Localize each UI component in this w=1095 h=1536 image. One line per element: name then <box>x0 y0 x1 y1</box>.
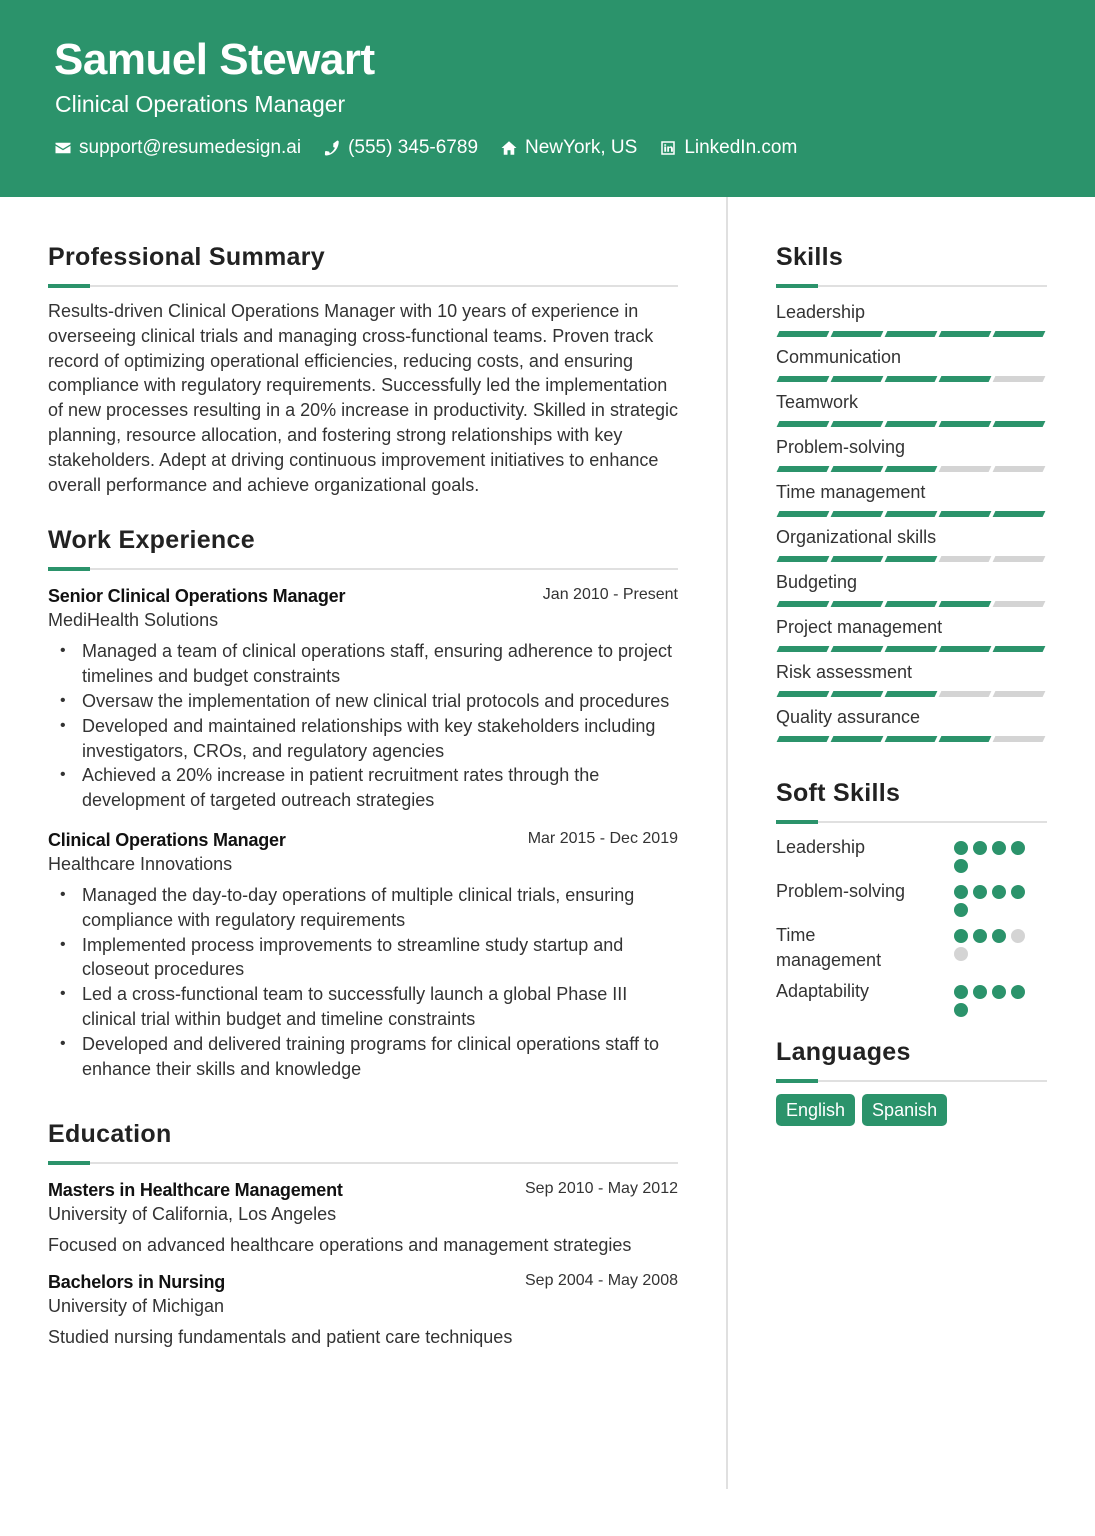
contact-bar <box>54 135 819 161</box>
soft-skill-item <box>776 835 1047 873</box>
rating-dot <box>992 929 1006 943</box>
skill-level-segment <box>831 511 884 517</box>
soft-skill-label: Time management <box>776 925 882 970</box>
skill-level-segment <box>939 601 992 607</box>
bullet-item: • Achieved a 20% increase in patient recruitment rates through the development of targeted outreach strategies <box>48 763 678 813</box>
contact-linkedin-text: LinkedIn.com <box>684 137 798 158</box>
soft-skill-rating <box>954 835 1034 873</box>
rating-dot <box>954 929 968 943</box>
rating-dot <box>954 1003 968 1017</box>
soft-skill-label: Adaptability <box>776 981 870 1001</box>
section-heading: Professional Summary <box>48 243 325 271</box>
skill-label: Project management <box>776 617 943 637</box>
contact-email-text: support@resumedesign.ai <box>79 137 302 158</box>
skill-label: Organizational skills <box>776 527 937 547</box>
skill-level-segment <box>831 736 884 742</box>
school-name: University of Michigan <box>48 1296 225 1317</box>
job-bullets <box>48 883 678 1081</box>
skill-level-segment <box>993 466 1046 472</box>
skill-level-segment <box>777 736 830 742</box>
skill-item <box>776 570 1047 607</box>
rating-dot <box>1011 841 1025 855</box>
linkedin-icon <box>659 139 677 157</box>
skill-level-segment <box>885 376 938 382</box>
degree-title: Masters in Healthcare Management <box>48 1180 343 1201</box>
summary-text: Results-driven Clinical Operations Manager with 10 years of experience in overseeing clinical trials and managing cross-functional teams. Proven track record of optimizing operational efficiencies, reducing costs, and ensuring compliance with regulatory requirements. Successfully led the implementation of new processes resulting in a 20% increase in productivity. Skilled in strategic planning, resource allocation, and fostering strong relationships with key stakeholders. Adept at driving continuous improvement initiatives to enhance overall performance and achieve organizational goals. <box>48 301 678 495</box>
skill-level-segment <box>993 601 1046 607</box>
skill-level-segment <box>939 511 992 517</box>
skill-level-segment <box>831 466 884 472</box>
contact-email[interactable] <box>54 135 301 161</box>
phone-icon <box>323 139 341 157</box>
skills-list <box>776 300 1047 742</box>
job-entry <box>48 584 678 813</box>
skill-level-bar <box>776 376 1047 382</box>
resume-header <box>0 0 1095 197</box>
contact-linkedin[interactable] <box>659 135 797 161</box>
section-heading: Education <box>48 1120 172 1149</box>
skill-label: Teamwork <box>776 392 859 412</box>
skill-level-segment <box>885 511 938 517</box>
summary-section <box>48 240 678 497</box>
section-heading: Languages <box>776 1038 911 1066</box>
skill-level-segment <box>939 466 992 472</box>
skill-label: Problem-solving <box>776 437 906 457</box>
section-rule <box>48 567 678 570</box>
bullet-item: • Developed and delivered training programs for clinical operations staff to enhance their skills and knowledge <box>48 1032 678 1082</box>
soft-skill-rating <box>954 879 1034 917</box>
school-name: University of California, Los Angeles <box>48 1204 337 1225</box>
rating-dot <box>954 885 968 899</box>
company-name: Healthcare Innovations <box>48 853 233 874</box>
skill-level-segment <box>939 646 992 652</box>
rating-dot <box>1011 885 1025 899</box>
education-dates: Sep 2010 - May 2012 <box>525 1180 678 1198</box>
skill-level-segment <box>939 691 992 697</box>
skill-level-segment <box>993 376 1046 382</box>
rating-dot <box>973 929 987 943</box>
skill-item <box>776 390 1047 427</box>
rating-dot <box>1011 929 1025 943</box>
rating-dot <box>992 985 1006 999</box>
job-dates: Jan 2010 - Present <box>542 586 678 604</box>
skill-level-segment <box>993 511 1046 517</box>
home-icon <box>500 139 518 157</box>
education-dates: Sep 2004 - May 2008 <box>525 1272 678 1290</box>
experience-section <box>48 523 678 1081</box>
candidate-name: Samuel Stewart <box>54 35 375 84</box>
skill-level-segment <box>993 646 1046 652</box>
skill-level-bar <box>776 691 1047 697</box>
skill-level-segment <box>777 466 830 472</box>
languages-list <box>776 1094 1047 1126</box>
soft-skill-item <box>776 879 1047 917</box>
skill-level-segment <box>993 691 1046 697</box>
languages-section <box>776 1035 1047 1126</box>
soft-skills-section <box>776 776 1047 1017</box>
degree-title: Bachelors in Nursing <box>48 1272 226 1293</box>
soft-skill-rating <box>954 923 1034 961</box>
skill-item <box>776 660 1047 697</box>
bullet-item: • Implemented process improvements to streamline study startup and closeout procedures <box>48 933 678 983</box>
job-dates: Mar 2015 - Dec 2019 <box>527 829 678 847</box>
skill-level-segment <box>939 556 992 562</box>
bullet-item: • Managed the day-to-day operations of multiple clinical trials, ensuring compliance with regulatory requirements <box>48 883 678 933</box>
skill-level-bar <box>776 511 1047 517</box>
bullet-item: • Led a cross-functional team to successfully launch a global Phase III clinical trial within budget and timeline constraints <box>48 982 678 1032</box>
skill-level-bar <box>776 601 1047 607</box>
skill-level-segment <box>885 736 938 742</box>
rating-dot <box>973 985 987 999</box>
skill-item <box>776 480 1047 517</box>
soft-skill-rating <box>954 979 1034 1017</box>
main-column <box>48 240 678 1349</box>
skills-section <box>776 240 1047 742</box>
section-rule <box>48 284 678 287</box>
skill-level-segment <box>993 421 1046 427</box>
education-description: Focused on advanced healthcare operations and management strategies <box>48 1235 632 1256</box>
skill-level-segment <box>993 556 1046 562</box>
company-name: MediHealth Solutions <box>48 610 219 631</box>
job-entry <box>48 828 678 1081</box>
skill-level-segment <box>993 736 1046 742</box>
contact-location <box>500 135 637 161</box>
bullet-item: • Developed and maintained relationships with key stakeholders including investigators, CROs, and regulatory agencies <box>48 714 678 764</box>
soft-skill-label: Problem-solving <box>776 881 906 901</box>
section-rule <box>776 1079 1047 1082</box>
skill-level-segment <box>831 691 884 697</box>
skill-item <box>776 300 1047 337</box>
skill-level-segment <box>777 556 830 562</box>
rating-dot <box>954 841 968 855</box>
section-heading: Soft Skills <box>776 779 901 807</box>
section-rule <box>776 820 1047 823</box>
skill-level-segment <box>885 556 938 562</box>
skill-level-segment <box>885 466 938 472</box>
section-rule <box>776 284 1047 287</box>
job-bullets <box>48 639 678 813</box>
contact-phone-text: (555) 345-6789 <box>348 137 479 158</box>
skill-label: Communication <box>776 347 902 367</box>
skill-level-segment <box>939 331 992 337</box>
skill-level-segment <box>885 601 938 607</box>
skill-level-segment <box>885 691 938 697</box>
skill-level-bar <box>776 736 1047 742</box>
language-tag: Spanish <box>862 1094 947 1126</box>
soft-skill-item <box>776 979 1047 1017</box>
skill-item <box>776 525 1047 562</box>
section-heading: Work Experience <box>48 526 255 555</box>
section-rule <box>48 1161 678 1164</box>
rating-dot <box>1011 985 1025 999</box>
soft-skills-list <box>776 835 1047 1017</box>
skill-level-segment <box>831 376 884 382</box>
skill-item <box>776 435 1047 472</box>
soft-skill-label: Leadership <box>776 837 866 857</box>
job-title: Clinical Operations Manager <box>48 829 286 850</box>
rating-dot <box>992 885 1006 899</box>
skill-level-segment <box>777 376 830 382</box>
rating-dot <box>954 947 968 961</box>
skill-level-segment <box>777 511 830 517</box>
education-entry <box>48 1178 678 1257</box>
envelope-icon <box>54 139 72 157</box>
skill-level-segment <box>777 601 830 607</box>
skill-level-segment <box>831 331 884 337</box>
sidebar-column <box>776 240 1047 1126</box>
skill-level-bar <box>776 331 1047 337</box>
skill-level-segment <box>993 331 1046 337</box>
skill-level-segment <box>939 421 992 427</box>
skill-level-segment <box>777 646 830 652</box>
rating-dot <box>973 885 987 899</box>
skill-level-segment <box>885 331 938 337</box>
education-entry <box>48 1270 678 1349</box>
skill-level-bar <box>776 646 1047 652</box>
job-title: Senior Clinical Operations Manager <box>48 586 346 607</box>
rating-dot <box>954 903 968 917</box>
education-section <box>48 1117 678 1349</box>
skill-level-segment <box>885 421 938 427</box>
skill-label: Quality assurance <box>776 707 921 727</box>
skill-level-bar <box>776 466 1047 472</box>
rating-dot <box>973 841 987 855</box>
skill-level-segment <box>831 601 884 607</box>
column-divider <box>726 197 728 1489</box>
section-heading: Skills <box>776 243 844 271</box>
skill-label: Risk assessment <box>776 662 913 682</box>
skill-level-segment <box>885 646 938 652</box>
skill-level-segment <box>831 646 884 652</box>
bullet-item: • Oversaw the implementation of new clinical trial protocols and procedures <box>48 689 678 714</box>
contact-location-text: NewYork, US <box>525 137 638 158</box>
skill-label: Time management <box>776 482 926 502</box>
skill-item <box>776 615 1047 652</box>
skill-item <box>776 345 1047 382</box>
education-description: Studied nursing fundamentals and patient care techniques <box>48 1327 513 1348</box>
skill-level-segment <box>939 736 992 742</box>
candidate-title: Clinical Operations Manager <box>55 91 346 117</box>
language-tag: English <box>776 1094 855 1126</box>
bullet-item: • Managed a team of clinical operations staff, ensuring adherence to project timelines and budget constraints <box>48 639 678 689</box>
rating-dot <box>954 985 968 999</box>
soft-skill-item <box>776 923 1047 973</box>
skill-level-segment <box>831 421 884 427</box>
skill-level-segment <box>777 691 830 697</box>
skill-label: Budgeting <box>776 572 858 592</box>
skill-level-segment <box>939 376 992 382</box>
skill-level-segment <box>777 421 830 427</box>
skill-level-segment <box>831 556 884 562</box>
rating-dot <box>992 841 1006 855</box>
skill-item <box>776 705 1047 742</box>
skill-level-bar <box>776 421 1047 427</box>
skill-level-segment <box>777 331 830 337</box>
skill-label: Leadership <box>776 302 866 322</box>
skill-level-bar <box>776 556 1047 562</box>
rating-dot <box>954 859 968 873</box>
contact-phone[interactable] <box>323 135 478 161</box>
